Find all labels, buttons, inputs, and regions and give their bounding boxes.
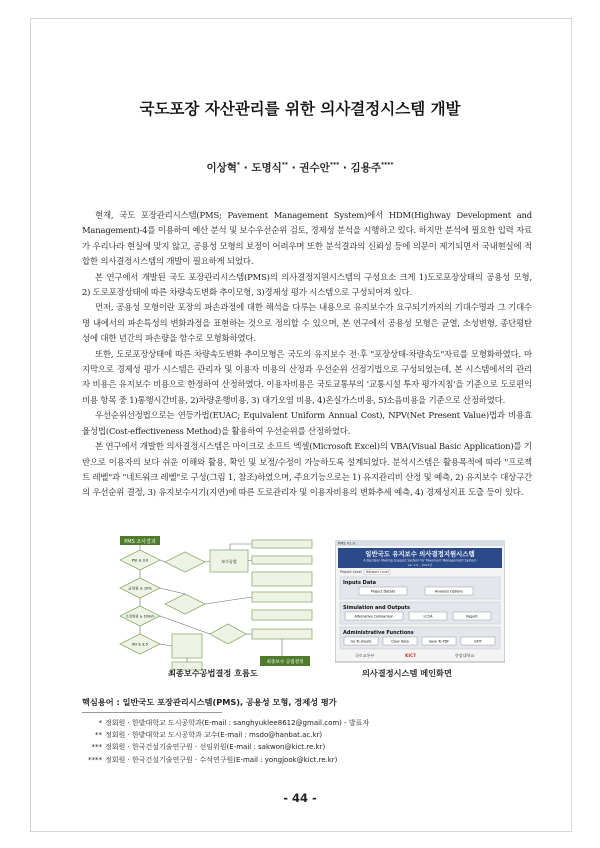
footnotes <box>82 717 369 766</box>
button-label: Project Details <box>370 589 396 594</box>
project-level-tab[interactable]: Project Level <box>340 570 362 574</box>
flow-process-box <box>252 556 312 564</box>
footnote <box>82 717 369 729</box>
logo-molit: 국토교통부 <box>355 653 375 658</box>
footnote-mark: ** <box>95 731 102 740</box>
footnote-text: 정회원 · 한국건설기술연구원 · 수석연구원(E-mail : yongjook@kict.re.kr) <box>105 755 338 764</box>
flow-process-box <box>252 610 312 620</box>
button-label: Analysis Options <box>434 589 464 594</box>
footnote <box>82 729 369 741</box>
flow-process-box <box>252 572 312 586</box>
footnote-mark: * <box>98 719 102 727</box>
flow-node-label: PSI ≥ 3.0 <box>131 558 149 563</box>
button-label: Go To sheets <box>350 639 372 644</box>
body-paragraph: 먼저, 공용성 모형이란 포장의 파손과정에 대한 해석을 다루는 내용으로 유지보수가 요구되기까지의 기대수명과 그 기대수명 내에서의 파손특성의 변화과정을 표현하는 것으로 정의할 수 있으며, 본 연구에서 공용성 모형은 균열, 소성변형, 종단평탄성에 대한 년간의 파손량을 함수로 모형화하였다. <box>82 302 532 344</box>
footnote-text: 정회원 · 한밭대학교 도시공학과 교수(E-mail : msdo@hanbat.ac.kr) <box>105 731 323 740</box>
logo-hanbat: 한밭대학교 <box>455 653 475 658</box>
screen-title: 일반국도 유지보수 의사결정지원시스템 <box>365 550 475 558</box>
body-paragraph: 본 연구에서 개발된 국도 포장관리시스템(PMS)의 의사결정지원시스템의 구성요소 크게 1)도로포장상태의 공용성 모형, 2) 도로포장상태에 따른 차량속도변화 추이모형, 3)경제성 평가 시스템으로 구성되어져 있다. <box>82 271 532 298</box>
author-name: 이상혁 <box>206 162 237 174</box>
footnote <box>82 741 369 753</box>
footnote-divider <box>82 712 222 713</box>
author-separator: · <box>342 162 347 174</box>
author-name: 도명식 <box>251 162 282 174</box>
paper-title: 국도포장 자산관리를 위한 의사결정시스템 개발 <box>139 100 461 118</box>
figure-row <box>110 534 510 679</box>
flow-process-box <box>172 634 202 658</box>
flow-process-box <box>252 540 312 548</box>
logo-kict: KICT <box>405 654 417 659</box>
author-separator: · <box>291 162 296 174</box>
author-name: 권수안 <box>299 162 330 174</box>
flowchart-figure <box>110 534 325 674</box>
flow-node-label: 균열률 ≥ 10% <box>128 586 152 591</box>
author-mark: * <box>236 161 241 169</box>
button-label: LCCA <box>423 614 433 619</box>
button-label: Alternative Comparison <box>354 614 394 619</box>
author-line <box>0 160 600 175</box>
figure-caption-right: 의사결정시스템 메인화면 <box>362 668 452 678</box>
author-name: 김용주 <box>350 162 381 174</box>
section-heading: Simulation and Outputs <box>343 605 410 611</box>
button-label: Save To PDF <box>428 639 450 644</box>
figure-caption-left: 최종보수공법결정 흐름도 <box>168 668 258 678</box>
author-mark: *** <box>329 161 340 169</box>
body-paragraph: 현재, 국도 포장관리시스템(PMS; Pavement Management System)에서 HDM(Highway Development and Management)-4를 이용하여 예산 분석 및 보수우선순위 검토, 경제성 분석을 시행하고 있다. 하지만 분석에 필요한 입력 자료가 우리나라 현실에 맞지 않고, 공용성 모형의 보정이 어려우며 또한 분석결과의 신뢰성 등에 의문이 제기되면서 국내현실에 적합한 의사결정시스템의 개발이 필요하게 되었다. <box>82 210 532 267</box>
page-number: - 44 - <box>283 791 317 805</box>
screen-subtitle: A Decision Making Support System for Pavement Management System <box>363 558 477 563</box>
flow-node-label: IRI ≥ 3.5 <box>132 642 148 647</box>
footnote-mark: **** <box>88 755 102 764</box>
button-label: Report <box>466 614 478 619</box>
system-screen-figure <box>335 540 505 672</box>
flow-start-label: PMS 조사결과 <box>124 538 156 545</box>
footnote-text: 정회원 · 한밭대학교 도시공학과(E-mail : sanghyuklee8612@gmail.com) - 발표자 <box>105 719 370 727</box>
body-paragraph: 또한, 도로포장상태에 따른 차량속도변화 추이모형은 국도의 유지보수 전·후 "포장상태-차량속도"자료를 모형화하였다. 마지막으로 경제성 평가 시스템은 관리자 및 이용자 비용의 산정과 우선순위 선정기법으로 구성되었는데, 본 시스템에서의 관리자 비용은 유지보수 비용으로 한정하여 산정하였다. 이용자비용은 국토교통부의 '교통시설 투자 평가지침'을 기준으로 도로편익비용 항목 중 1)통행시간비용, 2)차량운행비용, 3) 대기오염 비용, 4)온실가스비용, 5)소음비용을 기준으로 산정하였다. <box>82 348 532 405</box>
author-separator: · <box>243 162 248 174</box>
abstract-body <box>82 208 532 501</box>
flow-process-box <box>252 629 312 639</box>
button-label: EXIT <box>474 639 482 644</box>
body-paragraph: 본 연구에서 개발한 의사결정시스템은 마이크로 소프트 엑셀(Microsoft Excel)의 VBA(Visual Basic Application)를 기반으로 이용자의 보다 쉬운 이해와 활용, 확인 및 보정/수정이 가능하도록 설계되었다. 분석시스템은 활용목적에 따라 "프로젝트 레벨"과 "네트워크 레벨"로 구성(그림 1, 참조)하였으며, 주요기능으로는 1) 유지관리비 산정 및 예측, 2) 유지보수 대상구간의 우선순위 결정, 3) 유지보수시기(지연)에 따른 도로관리자 및 이용자비용의 변화추세 예측, 4) 경제성지표 도출 등이 있다. <box>82 441 532 498</box>
flow-final-label: 최종보수 공법결정 <box>266 660 304 665</box>
footnote <box>82 754 369 766</box>
flow-process-box <box>252 592 312 602</box>
window-title: PMS V1.0 <box>338 541 355 546</box>
body-paragraph: 우선순위선정법으로는 연등가법(EUAC; Equivalent Uniform Annual Cost), NPV(Net Present Value)법과 비용효율성법(Cost-effectiveness Method)을 활용하여 우선순위를 산정하였다. <box>82 410 532 436</box>
button-label: Clear Data <box>391 639 409 644</box>
section-heading: Inputs Data <box>343 580 376 586</box>
section-heading: Administrative Functions <box>343 630 414 636</box>
footnote-text: 정회원 · 한국건설기술연구원 · 선임위원(E-mail : sakwon@kict.re.kr) <box>105 743 326 752</box>
flow-node-label: 소성변형 ≥ 10mm <box>125 614 155 619</box>
footnote-mark: *** <box>91 743 102 752</box>
author-mark: ** <box>281 161 289 169</box>
author-mark: **** <box>380 161 394 169</box>
network-level-tab[interactable]: Network Level <box>366 570 389 574</box>
flow-node-label: 보수공법 <box>221 559 237 564</box>
screen-version: ver 1.0 _ 2013년 <box>407 563 433 567</box>
keywords: 핵심용어 : 일반국도 포장관리시스템(PMS), 공용성 모형, 경제성 평가 <box>82 697 337 707</box>
